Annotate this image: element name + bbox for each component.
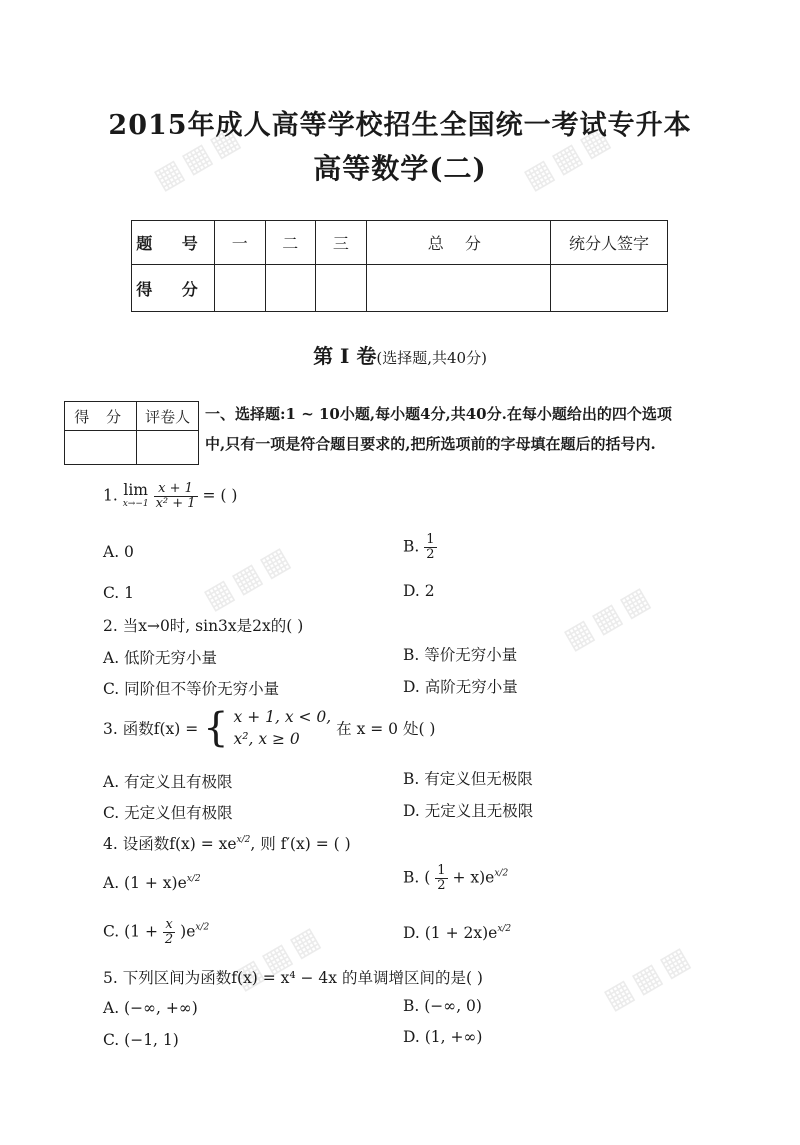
fraction: $\frac{1}{2}$ [426,532,435,562]
col-header-2: 二 [265,221,316,265]
watermark: ▦▦▦ [147,118,250,197]
q3-option-d: D. 无定义且无极限 [403,802,534,820]
score-table [131,220,668,312]
grader-box [64,401,199,465]
section-title: 第 I 卷 [313,344,377,368]
q2-option-c: C. 同阶但不等价无穷小量 [103,680,280,698]
q4-option-b: B. ( $\frac{1}{2}$ + $x)e^{x/2}$ [403,863,509,893]
fraction: $\frac{x + 1}{\text{x² + 1}}$ [155,481,196,511]
col-header-1: 一 [215,221,266,265]
grader-reviewer-cell[interactable] [137,431,199,465]
q5-option-a: A. (−∞, +∞) [103,999,198,1017]
q2-option-d: D. 高阶无穷小量 [403,678,518,696]
q4-option-c: C. (1 + $\frac{x}{2}$ )$e^{x/2}$ [103,917,210,947]
q4-option-a: A. $(1 + x)e^{x/2}$ [103,874,201,892]
instructions-line-2: 中,只有一项是符合题目要求的,把所选项前的字母填在题后的括号内. [205,435,656,453]
score-cell[interactable] [366,265,550,312]
q5-option-d: D. (1, +∞) [403,1028,483,1046]
exam-title: 2015年成人高等学校招生全国统一考试专升本 [108,110,692,141]
fraction: $\frac{x}{2}$ [164,917,174,947]
piecewise-cases: x + 1, x < 0, x², x ≥ 0 [233,708,332,748]
score-cell[interactable] [316,265,367,312]
question-3-stem: 3. 函数f(x) = { x + 1, x < 0, x², x ≥ 0 在 x = 0 处( ) [103,705,436,751]
q1-option-d: D. 2 [403,582,435,600]
q2-option-b: B. 等价无穷小量 [403,646,518,664]
q5-option-c: C. (−1, 1) [103,1031,179,1049]
question-1-stem: 1. lim x→−1 $\frac{x + 1}{\text{x² + 1}}$ = ( ) [103,480,238,511]
section-subtitle: (选择题,共40分) [376,349,487,367]
q3-option-a: A. 有定义且有极限 [103,773,233,791]
q2-option-a: A. 低阶无穷小量 [103,649,218,667]
question-5-stem: 5. 下列区间为函数f(x) = x⁴ − 4x 的单调增区间的是( ) [103,969,483,987]
watermark: ▦▦▦ [517,118,620,197]
question-4-stem: 4. 设函数$f(x) = xe^{x/2}$, 则 f′(x) = ( ) [103,835,351,853]
col-header-signature: 统分人签字 [551,221,668,265]
q1-option-c: C. 1 [103,584,135,602]
col-header-total: 总 分 [366,221,550,265]
q1-option-a: A. 0 [103,543,134,561]
limit-operator: lim x→−1 [122,480,149,509]
score-cell[interactable] [265,265,316,312]
watermark: ▦▦▦ [197,538,300,617]
grader-score-label: 得 分 [65,402,137,431]
grader-reviewer-label: 评卷人 [137,402,199,431]
score-cell[interactable] [215,265,266,312]
q3-option-b: B. 有定义但无极限 [403,770,533,788]
exam-subtitle: 高等数学(二) [313,152,487,185]
instructions-line-1: 一、选择题:1 ~ 10小题,每小题4分,共40分.在每小题给出的四个选项 [205,405,672,423]
watermark: ▦▦▦ [557,578,660,657]
q4-option-d: D. $(1 + 2x)e^{x/2}$ [403,924,512,942]
watermark: ▦▦▦ [227,918,330,997]
grader-score-cell[interactable] [65,431,137,465]
q5-option-b: B. (−∞, 0) [403,997,482,1015]
question-2-stem: 2. 当x→0时, sin3x是2x的( ) [103,617,304,635]
q3-option-c: C. 无定义但有极限 [103,804,233,822]
q1-option-b: B. $\frac{1}{2}$ [403,532,435,562]
section-heading [0,340,800,369]
col-header-3: 三 [316,221,367,265]
brace: { [203,705,229,751]
row-label-score: 得 分 [132,265,215,312]
row-label-question-number: 题 号 [132,221,215,265]
watermark: ▦▦▦ [597,938,700,1017]
score-cell[interactable] [551,265,668,312]
fraction: $\frac{1}{2}$ [437,863,446,893]
